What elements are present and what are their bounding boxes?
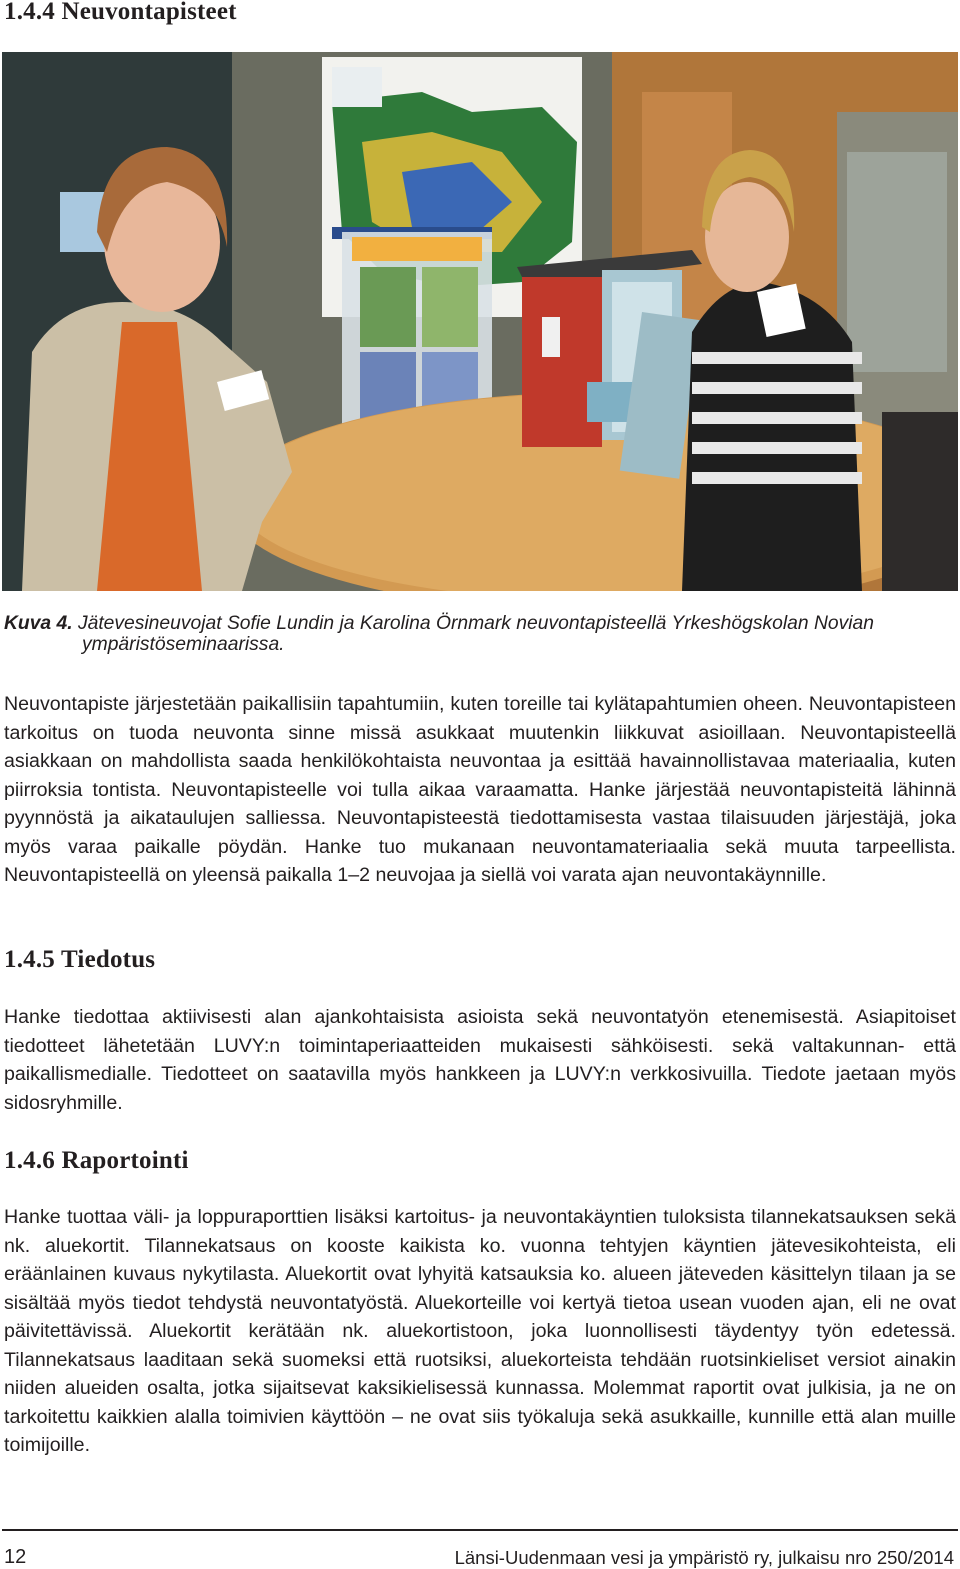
figure-caption-line2: ympäristöseminaarissa. [82,634,285,655]
paragraph-raportointi: Hanke tuottaa väli- ja loppuraporttien lisäksi kartoitus- ja neuvontakäyntien tuloksista tilannekatsauksen sekä nk. aluekortit. Tilannekatsaus on kooste kaikista ko. vuonna tehtyjen käyntien jätevesikohteista, eli eräänlainen kuvaus nykytilasta. Aluekortit ovat lyhyitä katsauksia ko. alueen jäteveden käsittelyn tilaan ja se sisältää myös tiedot tehdystä neuvontatyöstä. Aluekorteille voi kertyä tietoa usean vuoden ajan, eli ne ovat päivitettävissä. Aluekortit kerätään nk. aluekortistoon, joka luonnollisesti täydentyy työn edetessä. Tilannekatsaus laaditaan sekä suomeksi että ruotsiksi, aluekorteista tehdään ruotsinkieliset versiot ainakin niiden alueiden osalta, jotka sijaitsevat kaksikielisessä kunnassa. Molemmat raportit ovat julkisia, ja ne on tarkoitettu kaikkien alalla toimivien käyttöön – ne ovat siis työkaluja sekä asukkaille, kunnille että alan muille toimijoille. [4,1206,956,1456]
figure-caption [4,613,954,655]
figure-caption-label: Kuva 4. [4,613,73,634]
page-number: 12 [4,1546,27,1568]
section-heading-tiedotus: 1.4.5 Tiedotus [4,946,156,973]
footer-publication: Länsi-Uudenmaan vesi ja ympäristö ry, julkaisu nro 250/2014 [454,1547,954,1568]
section-heading-neuvontapisteet: 1.4.4 Neuvontapisteet [4,0,237,25]
figure-caption-line1: Jätevesineuvojat Sofie Lundin ja Karolina Örnmark neuvontapisteellä Yrkeshögskolan Novian [77,613,874,634]
footer-rule [2,1529,958,1531]
event-photo [2,52,958,591]
section-heading-raportointi: 1.4.6 Raportointi [4,1147,189,1174]
paragraph-tiedotus: Hanke tiedottaa aktiivisesti alan ajankohtaisista asioista sekä neuvontatyön etenemisestä. Asiapitoiset tiedotteet lähetetään LUVY:n toimintaperiaatteiden mukaisesti sähköisesti. sekä valtakunnan- että paikallismedialle. Tiedotteet on saatavilla myös hankkeen ja LUVY:n verkkosivuilla. Tiedote jaetaan myös sidosryhmille. [4,1006,956,1114]
paragraph-neuvontapisteet: Neuvontapiste järjestetään paikallisiin tapahtumiin, kuten toreille tai kylätapahtumien oheen. Neuvontapisteen tarkoitus on tuoda neuvonta sinne missä asukkaat muutenkin liikkuvat asioillaan. Neuvontapisteellä asiakkaan on mahdollista saada henkilökohtaista neuvontaa ja esittää havainnollistavaa materiaalia, kuten piirroksia tontista. Neuvontapisteelle voi tulla aikaa varaamatta. Hanke järjestää neuvontapisteitä lähinnä pyynnöstä ja aikataulujen salliessa. Neuvontapisteestä tiedottamisesta vastaa tilaisuuden järjestäjä, joka myös varaa paikalle pöydän. Hanke tuo mukanaan neuvontamateriaalia sekä muuta tarpeellista. Neuvontapisteellä on yleensä paikalla 1–2 neuvojaa ja siellä voi varata ajan neuvontakäynnille. [4,693,956,886]
